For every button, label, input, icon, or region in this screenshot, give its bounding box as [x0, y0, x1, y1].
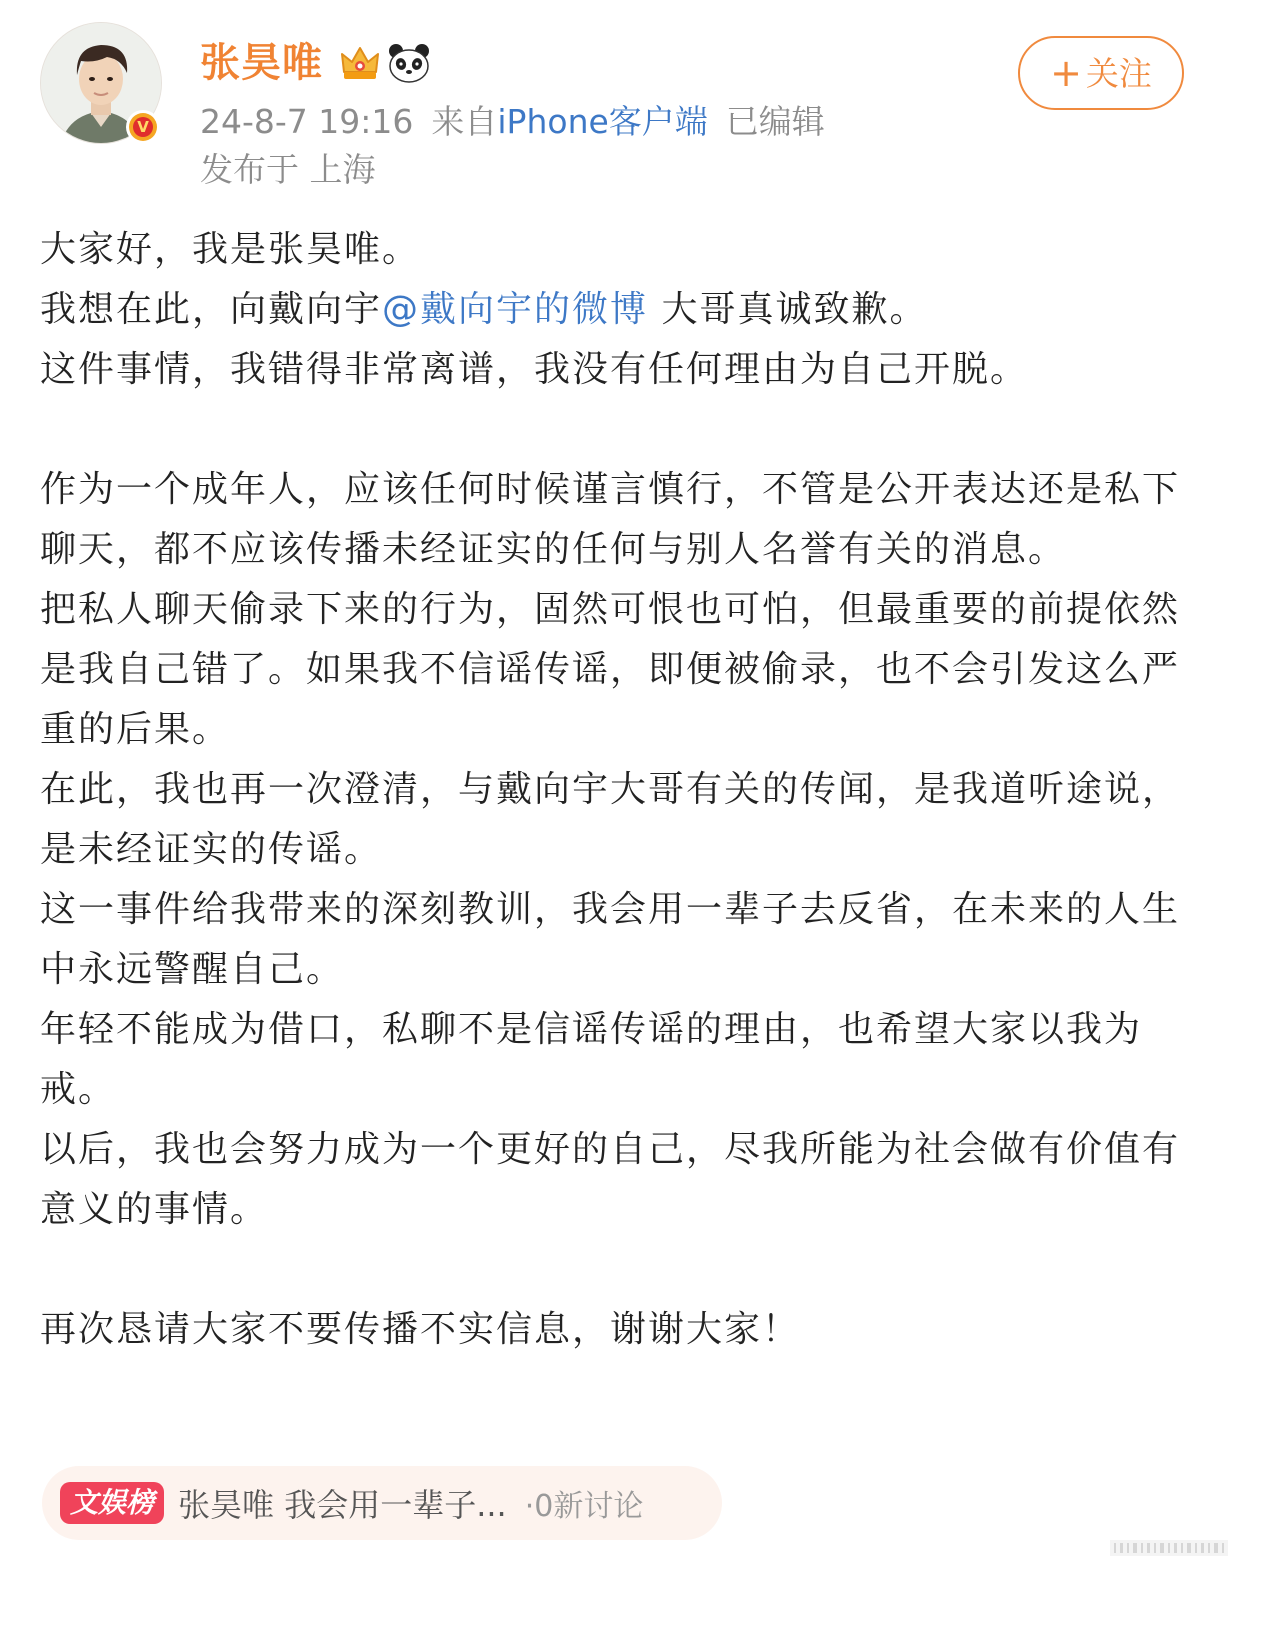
post-content [40, 220, 1200, 1360]
crown-icon [338, 42, 382, 86]
follow-label: 关注 [1085, 54, 1152, 93]
edited-label[interactable]: 已编辑 [725, 102, 825, 141]
post-location: 发布于 上海 [200, 150, 376, 189]
mention-link[interactable]: @戴向宇的微博 [382, 289, 649, 330]
watermark-icon [1110, 1540, 1228, 1556]
avatar-container[interactable] [40, 22, 164, 146]
source-link[interactable]: iPhone客户端 [497, 102, 708, 141]
paragraph-text: 大哥真诚致歉。 [648, 289, 928, 330]
post-meta [200, 100, 825, 144]
follow-button[interactable] [1018, 36, 1184, 110]
post-time: 24-8-7 19:16 [200, 102, 414, 141]
topic-title: 张昊唯 我会用一辈子... [178, 1486, 507, 1524]
paragraph: 大家好，我是张昊唯。 [40, 229, 421, 270]
source-prefix: 来自 [431, 102, 498, 141]
paragraph: 在此，我也再一次澄清，与戴向宇大哥有关的传闻，是我道听途说，是未经证实的传谣。 [40, 769, 1181, 870]
topic-tag-badge: 文娱榜 [60, 1482, 164, 1524]
author-name[interactable]: 张昊唯 [200, 40, 323, 86]
paragraph: 把私人聊天偷录下来的行为，固然可恨也可怕，但最重要的前提依然是我自己错了。如果我不信谣传谣，即便被偷录，也不会引发这么严重的后果。 [40, 589, 1181, 750]
paragraph: 这一事件给我带来的深刻教训，我会用一辈子去反省，在未来的人生中永远警醒自己。 [40, 889, 1181, 990]
paragraph: 再次恳请大家不要传播不实信息，谢谢大家！ [40, 1309, 801, 1350]
paragraph: 作为一个成年人，应该任何时候谨言慎行，不管是公开表达还是私下聊天，都不应该传播未经证实的任何与别人名誉有关的消息。 [40, 469, 1181, 570]
paragraph-spacer [40, 1240, 1200, 1300]
trending-topic-pill[interactable] [42, 1466, 722, 1540]
topic-discussion-count: ·0新讨论 [524, 1489, 644, 1524]
paragraph [40, 280, 1200, 340]
paragraph: 以后，我也会努力成为一个更好的自己，尽我所能为社会做有价值有意义的事情。 [40, 1129, 1181, 1230]
paragraph-text: 我想在此，向戴向宇 [40, 289, 383, 330]
verified-badge-icon: V [126, 110, 160, 144]
plus-icon: + [1050, 51, 1082, 95]
panda-icon [386, 40, 432, 86]
paragraph: 这件事情，我错得非常离谱，我没有任何理由为自己开脱。 [40, 349, 1029, 390]
paragraph-spacer [40, 400, 1200, 460]
paragraph: 年轻不能成为借口，私聊不是信谣传谣的理由，也希望大家以我为戒。 [40, 1009, 1143, 1110]
